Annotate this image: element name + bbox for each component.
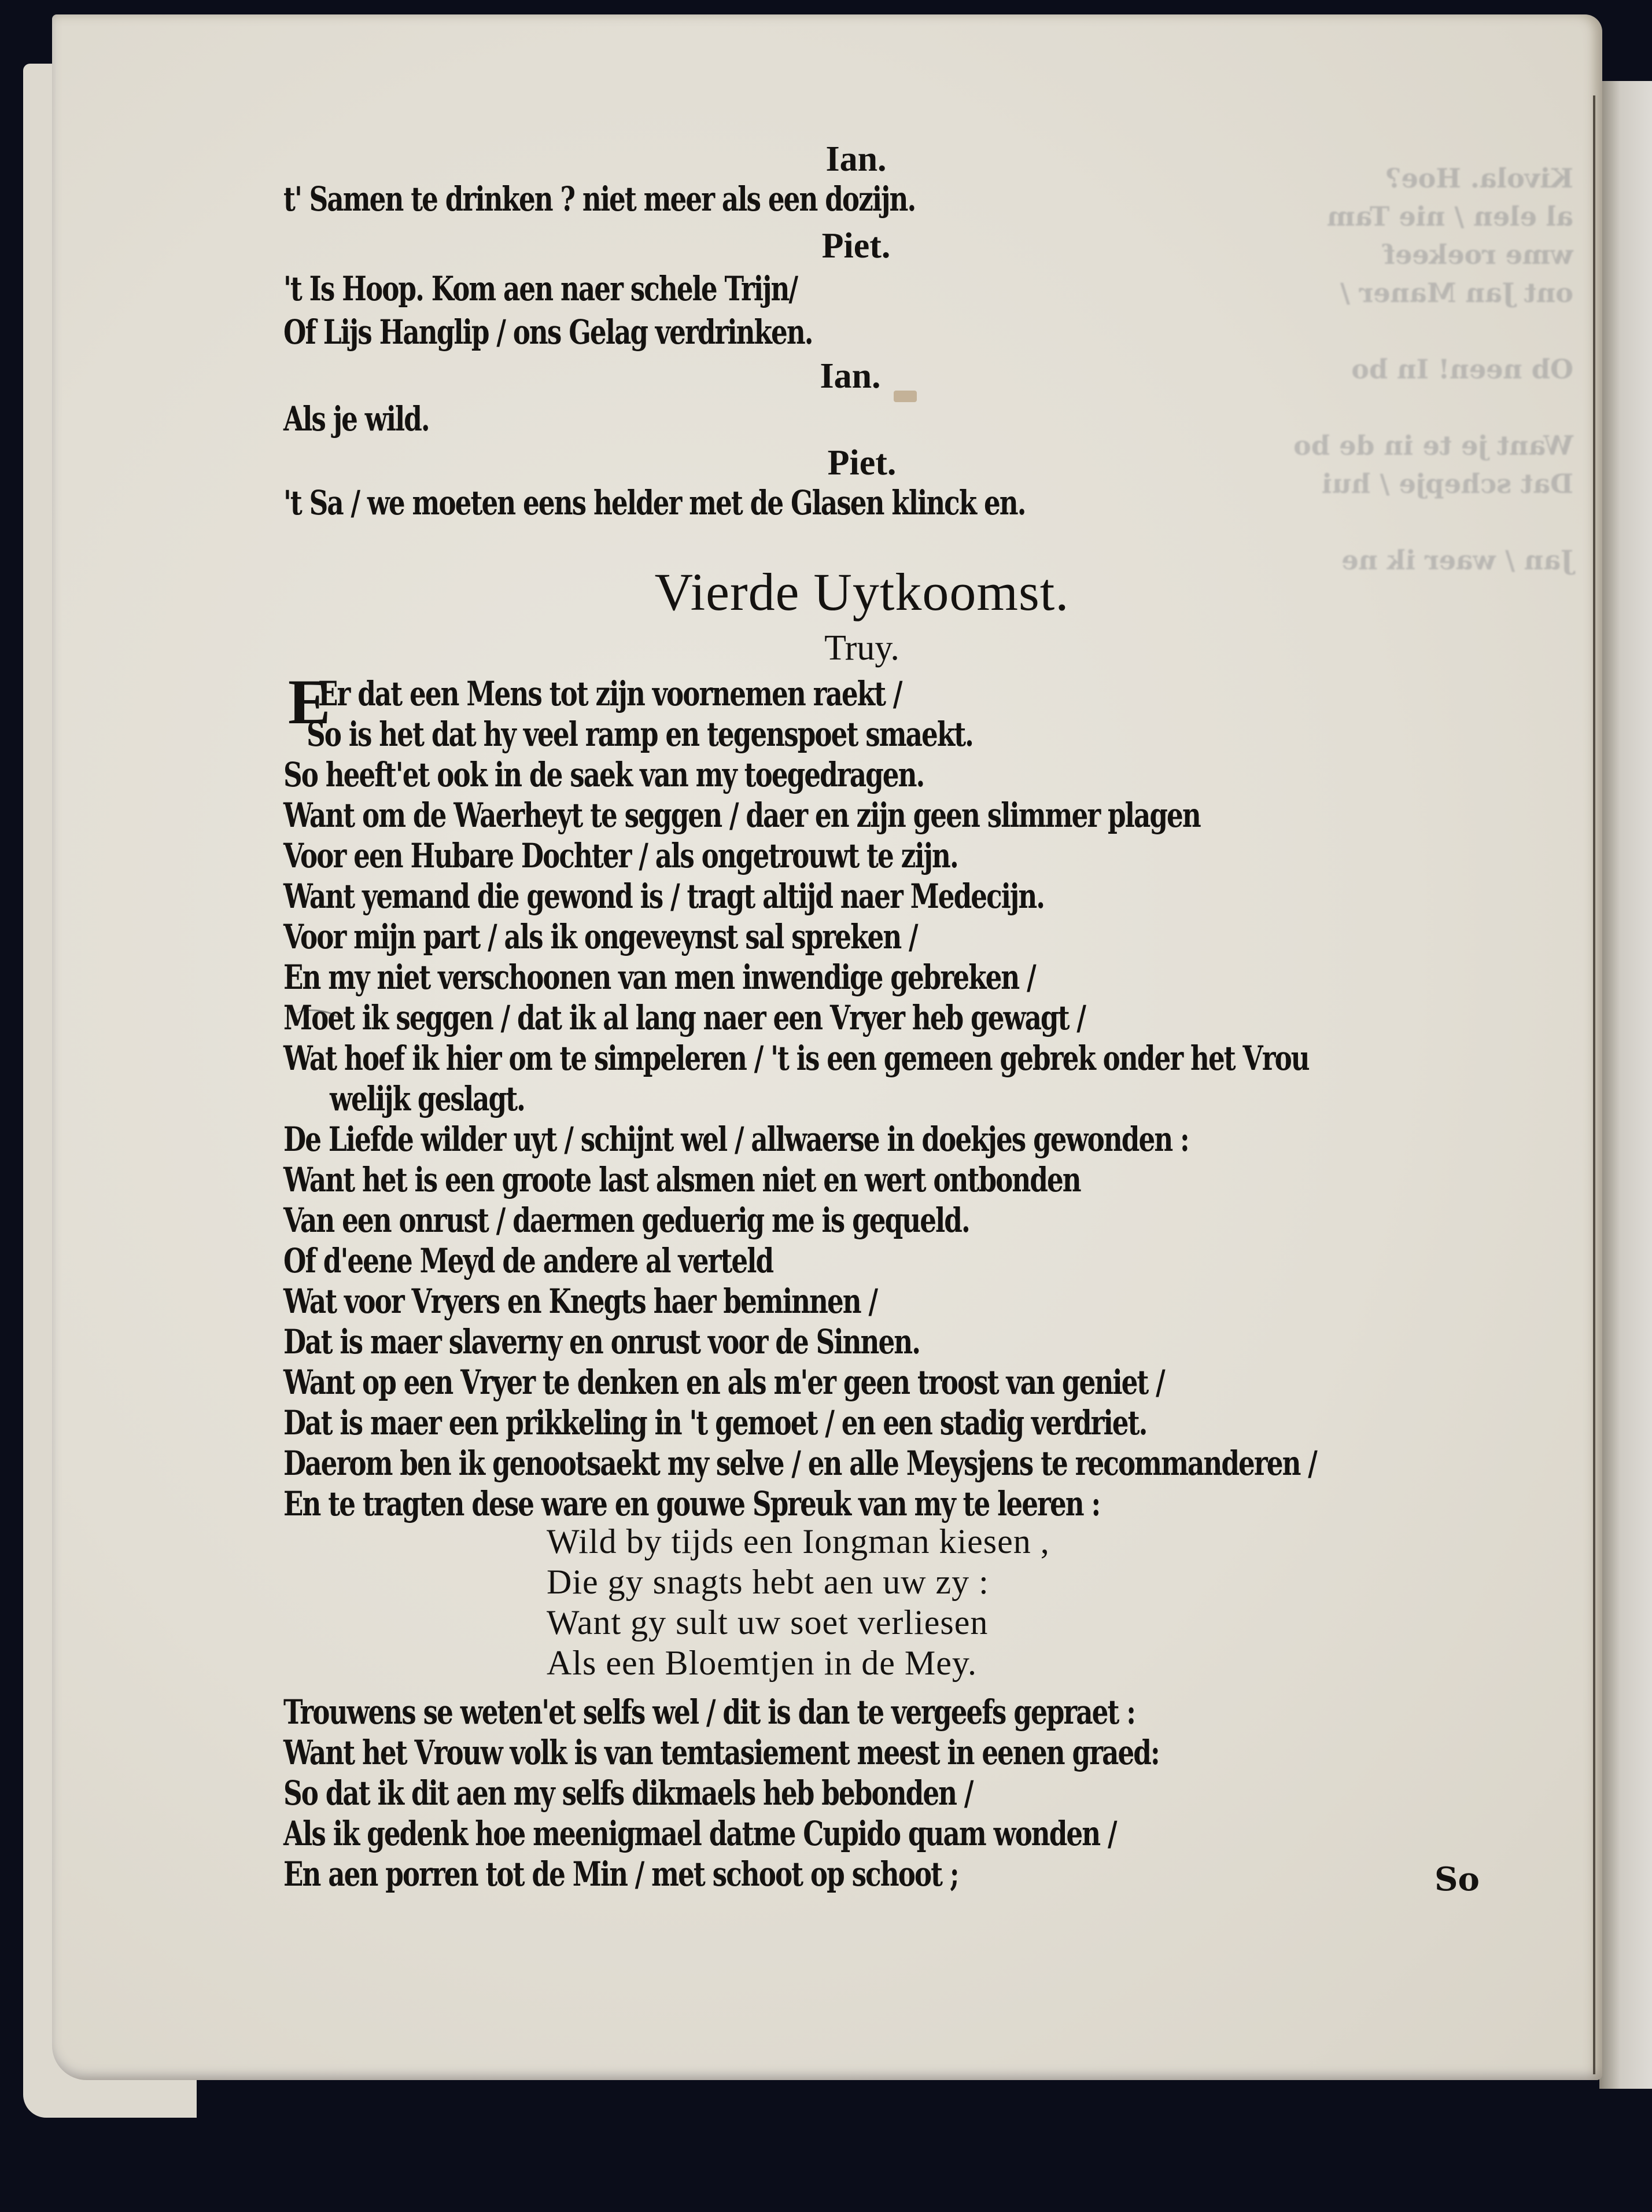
- verse-line: En aen porren tot de Min / met schoot op schoot ;: [283, 1854, 958, 1894]
- speaker-label: Piet.: [821, 226, 891, 266]
- verse-line: Van een onrust / daermen geduerig me is gequeld.: [283, 1201, 969, 1240]
- speaker-label: Ian.: [820, 356, 881, 396]
- song-line: Die gy snagts hebt aen uw zy :: [547, 1563, 989, 1601]
- verse-line: Moet ik seggen / dat ik al lang naer een Vryer heb gewagt /: [283, 998, 1085, 1037]
- dialogue-line: 't Sa / we moeten eens helder met de Glasen klinck en.: [283, 483, 1026, 522]
- verse-line: Want het Vrouw volk is van temtasiement meest in eenen graed:: [283, 1733, 1159, 1772]
- verse-line: Dat is maer slaverny en onrust voor de Sinnen.: [283, 1322, 920, 1361]
- verse-line: Want het is een groote last alsmen niet en wert ontbonden: [283, 1160, 1081, 1199]
- dialogue-line: 't Is Hoop. Kom aen naer schele Trijn/: [283, 269, 798, 308]
- verse-line: Wat voor Vryers en Knegts haer beminnen /: [283, 1282, 877, 1321]
- dialogue-line: t' Samen te drinken ? niet meer als een dozijn.: [283, 179, 916, 219]
- verse-line: Voor mijn part / als ik ongeveynst sal spreken /: [283, 917, 917, 956]
- verse-line: So is het dat hy veel ramp en tegenspoet smaekt.: [307, 715, 973, 754]
- verse-line: So heeft'et ook in de saek van my toegedragen.: [283, 755, 924, 794]
- section-speaker: Truy.: [824, 628, 899, 668]
- verse-line: Want yemand die gewond is / tragt altijd naer Medecijn.: [283, 877, 1045, 916]
- verse-line: Trouwens se weten'et selfs wel / dit is dan te vergeefs gepraet :: [283, 1692, 1135, 1732]
- verse-line: Want op een Vryer te denken en als m'er geen troost van geniet /: [283, 1363, 1164, 1402]
- verse-line: Of d'eene Meyd de andere al verteld: [283, 1241, 773, 1280]
- verse-line: En my niet verschoonen van men inwendige gebreken /: [283, 958, 1035, 997]
- catchword: So: [1435, 1860, 1480, 1898]
- book-page: [52, 14, 1602, 2080]
- song-line: Als een Bloemtjen in de Mey.: [547, 1644, 977, 1682]
- page-text: [52, 14, 1602, 2080]
- speaker-label: Piet.: [827, 443, 897, 483]
- verse-line: Wat hoef ik hier om te simpeleren / 't is een gemeen gebrek onder het Vrou: [283, 1039, 1309, 1078]
- bleed-through-text: Kivola. Hoe? al elen / nie Tam wme roekeef ont Jan Maner / Ob neen! In bo Want je te in de bo Dat schepje / hui Jan / waer ik ne: [1293, 163, 1573, 576]
- verse-line: Daerom ben ik genootsaekt my selve / en alle Meysjens te recommanderen /: [283, 1444, 1317, 1483]
- verse-line-continuation: welijk geslagt.: [330, 1079, 525, 1118]
- facing-page-edge: [1599, 81, 1652, 2089]
- verse-line: Voor een Hubare Dochter / als ongetrouwt te zijn.: [283, 836, 958, 875]
- verse-line: En te tragten dese ware en gouwe Spreuk van my te leeren :: [283, 1484, 1100, 1523]
- verse-line: So dat ik dit aen my selfs dikmaels heb bebonden /: [283, 1773, 973, 1813]
- verse-line: Want om de Waerheyt te seggen / daer en zijn geen slimmer plagen: [283, 796, 1200, 835]
- section-title: Vierde Uytkoomst.: [654, 562, 1070, 621]
- song-line: Wild by tijds een Iongman kiesen ,: [547, 1522, 1050, 1560]
- verse-line: Dat is maer een prikkeling in 't gemoet / en een stadig verdriet.: [283, 1403, 1147, 1442]
- verse-line: Er dat een Mens tot zijn voornemen raekt /: [318, 674, 902, 713]
- drop-cap: E: [288, 667, 331, 737]
- verse-line: Als ik gedenk hoe meenigmael datme Cupido quam wonden /: [283, 1814, 1116, 1853]
- dialogue-line: Of Lijs Hanglip / ons Gelag verdrinken.: [283, 312, 813, 352]
- speaker-label: Ian.: [825, 139, 887, 179]
- dialogue-line: Als je wild.: [283, 399, 429, 439]
- song-line: Want gy sult uw soet verliesen: [547, 1603, 989, 1641]
- verse-line: De Liefde wilder uyt / schijnt wel / allwaerse in doekjes gewonden :: [283, 1120, 1189, 1159]
